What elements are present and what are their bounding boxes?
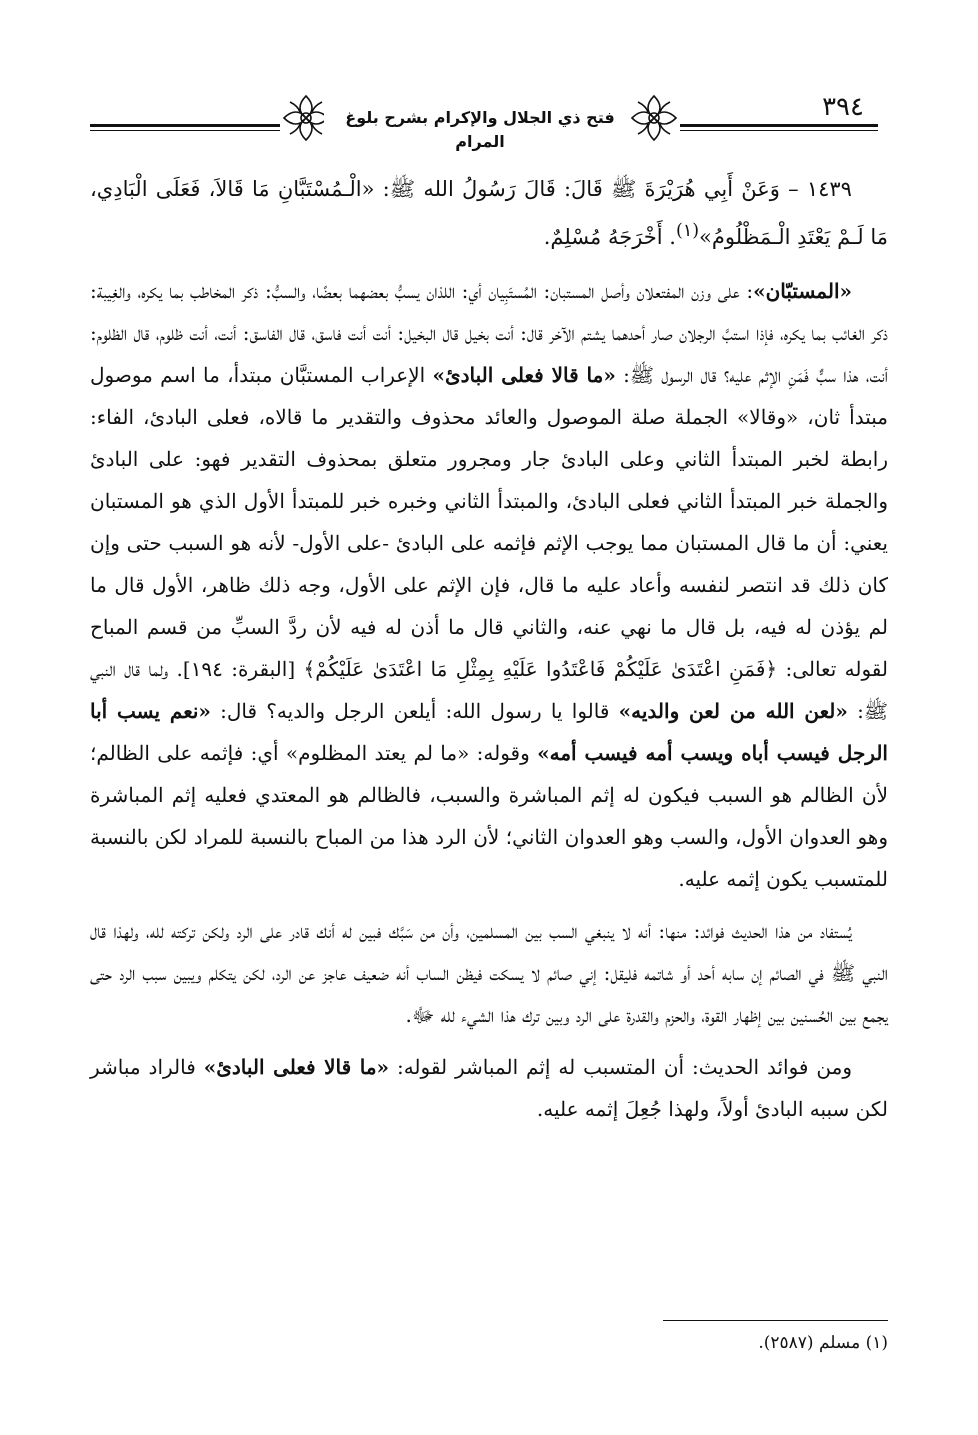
quote-bold: «ما قالا فعلى البادئ» — [203, 1055, 390, 1079]
ornament-right-icon — [628, 92, 680, 144]
hadith-number: ١٤٣٩ – — [788, 177, 852, 201]
footnote-marker: (١) — [675, 221, 700, 241]
quote-bold: «ما قالا فعلى البادئ» — [432, 363, 616, 387]
hadith-text: وَعَنْ أَبِي هُرَيْرَةَ ﷺ قَالَ: قَالَ رَسُولُ الله ﷺ: «الْـمُسْتَبَّانِ مَا قَالاَ، فَعَلَى الْبَادِي، مَا لَـمْ يَعْتَدِ الْـمَظْلُومُ» — [90, 177, 888, 249]
page-number: ٣٩٤ — [818, 92, 868, 122]
commentary-paragraph-1 — [90, 270, 888, 900]
quote-bold: «لعن الله من لعن والديه» — [618, 699, 848, 723]
body-text — [90, 168, 888, 1140]
footnote-rule — [663, 1320, 888, 1321]
paragraph-text: الإعراب المستبَّان مبتدأ، ما اسم موصول مبتدأ ثان، «وقالا» الجملة صلة الموصول والعائد محذوف والتقدير ما قالاه، فعلى البادئ، الفاء: رابطة لخبر المبتدأ الثاني وعلى البادئ جار ومجرور متعلق بمحذوف التقدير فهو: على البادئ والجملة خبر المبتدأ الثاني فعلى البادئ، والمبتدأ الثاني وخبره خبر للمبتدأ الأول الذي هو المستبان يعني: أن ما قال المستبان مما يوجب الإثم فإثمه على البادئ -على الأول- لأنه هو السبب حتى وإن كان ذلك قد انتصر لنفسه وأعاد عليه ما قال، فإن الإثم على الأول، وجه ذلك ظاهر، الأول قال ما لم يؤذن له فيه، بل قال ما نهي عنه، والثاني قال ما أذن له فيه لأن ردَّ السبِّ من قسم المباح لقوله تعالى: ﴿فَمَنِ اعْتَدَىٰ عَلَيْكُمْ فَاعْتَدُوا عَلَيْهِ بِمِثْلِ مَا اعْتَدَىٰ عَلَيْكُمْ﴾ [البقرة: ١٩٤]. ولما قال النبي ﷺ: — [90, 363, 889, 723]
hadith-paragraph — [90, 168, 888, 258]
hadith-source: . أَخْرَجَهُ مُسْلِمٌ. — [543, 225, 676, 249]
paragraph-text: فالراد مباشر لكن سببه البادئ أولاً، ولهذا جُعِلَ إثمه عليه. — [90, 1055, 888, 1121]
footnote: (١) مسلم (٢٥٨٧). — [758, 1333, 888, 1353]
quote-bold: «نعم يسب أبا الرجل فيسب أباه ويسب أمه فيسب أمه» — [90, 699, 888, 765]
commentary-paragraph-2 — [90, 910, 888, 1036]
page-header — [90, 92, 878, 151]
commentary-paragraph-3 — [90, 1046, 888, 1130]
book-title: فتح ذي الجلال والإكرام بشرح بلوغ المرام — [324, 106, 636, 154]
term-mustabban: «المستبّان» — [753, 279, 852, 303]
paragraph-text: قالوا يا رسول الله: أيلعن الرجل والديه؟ قال: — [210, 699, 619, 723]
paragraph-text: يُستفاد من هذا الحديث فوائد: منها: أنه لا ينبغي السب بين المسلمين، وأن من سَبَّك فبين له أنك قادر على الرد ولكن تركته لله، ولهذا قال النبي ﷺ في الصائم إن سابه أحد أو شاتمه فليقل: إني صائم لا يسكت فيظن الساب أنه ضعيف عاجز عن الرد، لكن يتكلم ويبين سبب الرد حتى يجمع بين الحُسنين بين إظهار القوة، والحزم والقدرة على الرد وبين ترك هذا الشيء لله ﷻ. — [90, 919, 888, 1027]
paragraph-text: وقوله: «ما لم يعتد المظلوم» أي: فإثمه على الظالم؛ لأن الظالم هو السبب فيكون له إثم المباشرة والسبب، فالظالم هو المعتدي فعليه إثم المباشرة وهو العدوان الأول، والسب وهو العدوان الثاني؛ لأن الرد هذا من المباح بالنسبة للمراد لكن بالنسبة للمتسبب يكون إثمه عليه. — [90, 741, 888, 891]
header-title-band — [280, 92, 680, 151]
paragraph-text: ومن فوائد الحديث: أن المتسبب له إثم المباشر لقوله: — [389, 1055, 852, 1079]
paragraph-text: : على وزن المفتعلان وأصل المستبان: المُستَبِيان أي: اللذان يسبُّ بعضهما بعضًا، والسبُّ: ذكر المخاطب بما يكره، والغِيبة: ذكر الغائب بما يكره، فإذا استبَّ الرجلان صار أحدهما يشتم الآخر قال: أنت بخيل قال البخيل: أنت أنت فاسق، قال الفاسق: أنت، أنت ظلوم، قال الظلوم: أنت، هذا سبٌّ فَمَنِ الإثم عليه؟ قال الرسول ﷺ: — [90, 279, 888, 387]
